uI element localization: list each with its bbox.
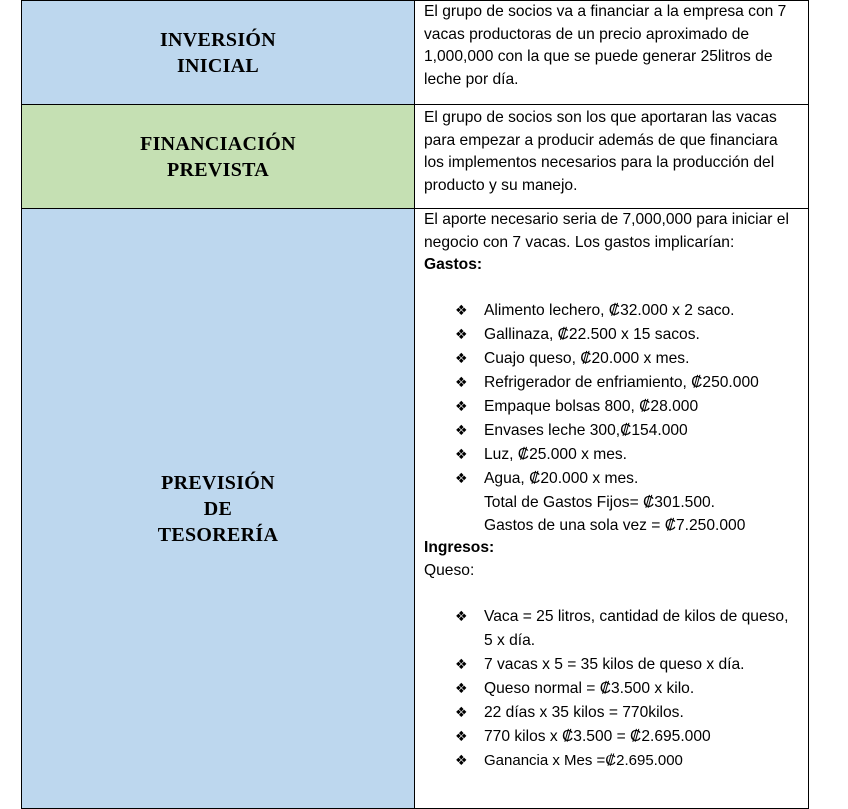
label-line: PREVISIÓN bbox=[161, 471, 275, 494]
diamond-bullet-icon: ❖ bbox=[455, 374, 468, 391]
list-item: ❖ Gallinaza, ₡22.500 x 15 sacos. bbox=[455, 323, 800, 347]
list-item: ❖ Envases leche 300,₡154.000 bbox=[455, 419, 800, 443]
financiacion-prevista-text bbox=[415, 105, 809, 209]
gastos-una-vez: Gastos de una sola vez = ₡7.250.000 bbox=[484, 517, 746, 535]
diamond-bullet-icon: ❖ bbox=[455, 445, 468, 462]
paragraph: El grupo de socios son los que aportaran las vacas para empezar a producir además de que financiara los implementos necesarios para la producción del producto y su manejo. bbox=[424, 109, 778, 194]
label-line: INICIAL bbox=[176, 54, 260, 77]
list-item: ❖ Luz, ₡25.000 x mes. bbox=[455, 443, 800, 467]
list-item: ❖ Alimento lechero, ₡32.000 x 2 saco. bbox=[455, 299, 800, 323]
list-item: ❖ Queso normal = ₡3.500 x kilo. bbox=[455, 677, 800, 701]
label-financiacion-prevista bbox=[22, 105, 415, 209]
gastos-list bbox=[424, 299, 800, 490]
table-row bbox=[22, 1, 809, 105]
list-item: ❖ 770 kilos x ₡3.500 = ₡2.695.000 bbox=[455, 725, 800, 749]
list-item: ❖ Cuajo queso, ₡20.000 x mes. bbox=[455, 347, 800, 371]
table-row bbox=[22, 105, 809, 209]
list-item: ❖ Vaca = 25 litros, cantidad de kilos de queso, 5 x día. bbox=[455, 605, 800, 653]
label-inversion-inicial bbox=[22, 1, 415, 105]
list-item: ❖ 22 días x 35 kilos = 770kilos. bbox=[455, 701, 800, 725]
inversion-inicial-text bbox=[415, 1, 809, 105]
diamond-bullet-icon: ❖ bbox=[455, 656, 468, 673]
ingresos-heading: Ingresos: bbox=[424, 539, 495, 557]
total-gastos-fijos: Total de Gastos Fijos= ₡301.500. bbox=[484, 493, 716, 511]
list-item: ❖ Refrigerador de enfriamiento, ₡250.000 bbox=[455, 371, 800, 395]
diamond-bullet-icon: ❖ bbox=[455, 350, 468, 367]
plan-table bbox=[21, 0, 809, 809]
ingresos-list bbox=[424, 605, 800, 772]
diamond-bullet-icon: ❖ bbox=[455, 703, 468, 720]
intro-paragraph: El aporte necesario seria de 7,000,000 para iniciar el negocio con 7 vacas. Los gastos implicarían: bbox=[424, 211, 789, 251]
table-row bbox=[22, 209, 809, 809]
label-line: FINANCIACIÓN bbox=[140, 132, 296, 155]
diamond-bullet-icon: ❖ bbox=[455, 727, 468, 744]
label-line: DE bbox=[203, 497, 233, 520]
list-item: ❖ Empaque bolsas 800, ₡28.000 bbox=[455, 395, 800, 419]
diamond-bullet-icon: ❖ bbox=[455, 679, 468, 696]
diamond-bullet-icon: ❖ bbox=[455, 421, 468, 438]
label-prevision-tesoreria bbox=[22, 209, 415, 809]
queso-label: Queso: bbox=[424, 562, 475, 580]
list-item: ❖ Ganancia x Mes =₡2.695.000 bbox=[455, 749, 800, 773]
label-line: INVERSIÓN bbox=[159, 28, 277, 51]
prevision-tesoreria-text bbox=[415, 209, 809, 809]
diamond-bullet-icon: ❖ bbox=[455, 469, 468, 486]
label-line: PREVISTA bbox=[166, 158, 270, 181]
diamond-bullet-icon: ❖ bbox=[455, 751, 468, 768]
diamond-bullet-icon: ❖ bbox=[455, 608, 468, 625]
paragraph: El grupo de socios va a financiar a la empresa con 7 vacas productoras de un precio aproximado de 1,000,000 con la que se puede generar 25litros de leche por día. bbox=[424, 3, 787, 88]
diamond-bullet-icon: ❖ bbox=[455, 302, 468, 319]
list-item: ❖ Agua, ₡20.000 x mes. bbox=[455, 467, 800, 491]
diamond-bullet-icon: ❖ bbox=[455, 326, 468, 343]
diamond-bullet-icon: ❖ bbox=[455, 398, 468, 414]
label-line: TESORERÍA bbox=[157, 523, 279, 546]
list-item: ❖ 7 vacas x 5 = 35 kilos de queso x día. bbox=[455, 653, 800, 677]
gastos-heading: Gastos: bbox=[424, 256, 483, 274]
